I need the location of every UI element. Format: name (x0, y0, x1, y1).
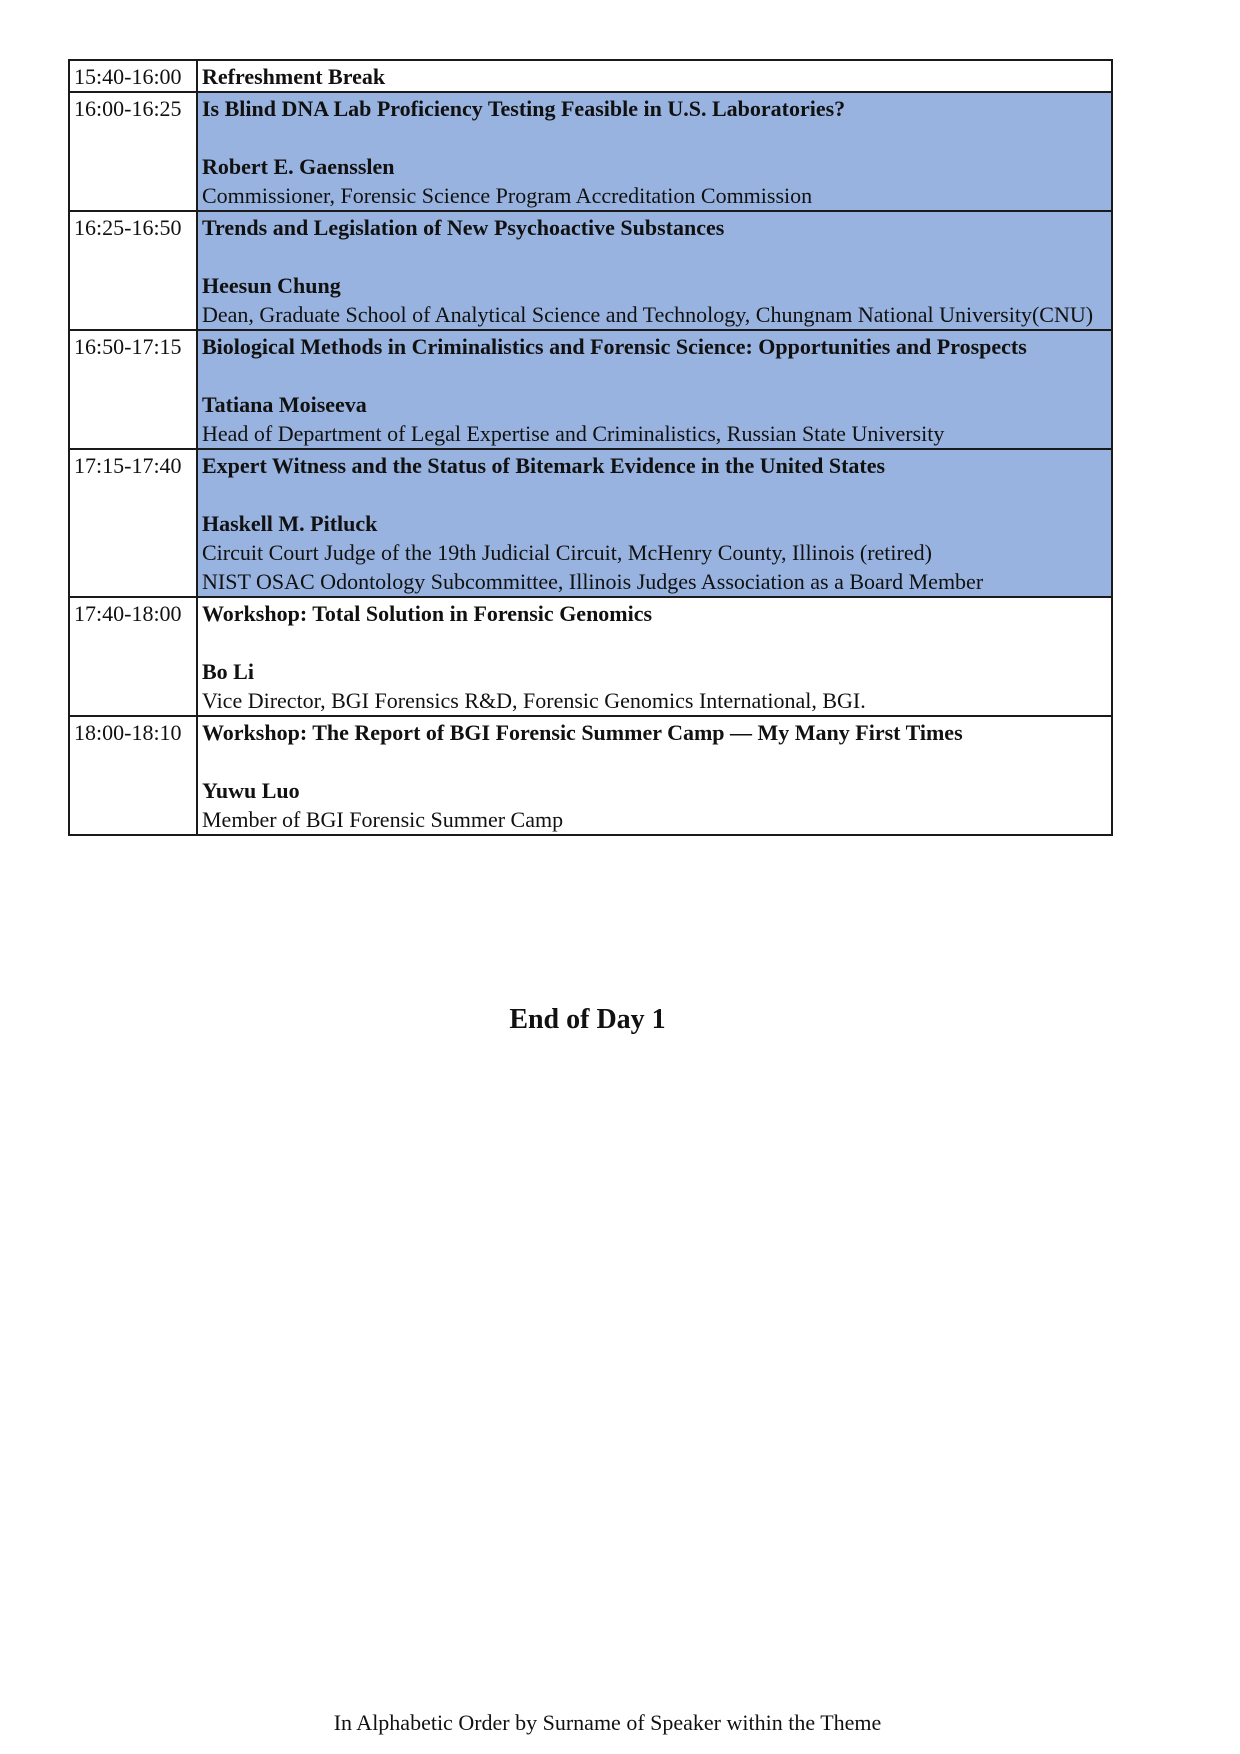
session-time: 16:50-17:15 (69, 330, 197, 449)
session-time: 18:00-18:10 (69, 716, 197, 835)
schedule-row (69, 449, 1112, 597)
session-content (197, 330, 1112, 449)
session-time: 17:15-17:40 (69, 449, 197, 597)
schedule-row (69, 597, 1112, 716)
speaker-name: Tatiana Moiseeva (202, 392, 367, 417)
speaker-affiliation: Vice Director, BGI Forensics R&D, Forensic Genomics International, BGI. (202, 688, 866, 713)
session-time: 16:25-16:50 (69, 211, 197, 330)
schedule-row (69, 92, 1112, 211)
speaker-affiliation: Dean, Graduate School of Analytical Science and Technology, Chungnam National University(CNU) (202, 302, 1094, 327)
speaker-name: Heesun Chung (202, 273, 341, 298)
session-content (197, 449, 1112, 597)
session-time: 17:40-18:00 (69, 597, 197, 716)
end-of-day-heading: End of Day 1 (509, 1004, 666, 1035)
speaker-affiliation: NIST OSAC Odontology Subcommittee, Illinois Judges Association as a Board Member (202, 569, 984, 594)
session-time: 16:00-16:25 (69, 92, 197, 211)
session-content (197, 716, 1112, 835)
schedule-table (68, 59, 1113, 836)
speaker-affiliation: Head of Department of Legal Expertise and Criminalistics, Russian State University (202, 421, 945, 446)
talk-title: Is Blind DNA Lab Proficiency Testing Feasible in U.S. Laboratories? (202, 96, 846, 121)
workshop-title: Workshop: Total Solution in Forensic Genomics (202, 601, 653, 626)
break-title: Refreshment Break (202, 64, 386, 89)
session-content (197, 211, 1112, 330)
schedule-row (69, 60, 1112, 92)
footer-note: In Alphabetic Order by Surname of Speaker within the Theme (333, 1710, 882, 1735)
schedule-row (69, 211, 1112, 330)
session-time: 15:40-16:00 (69, 60, 197, 92)
session-content (197, 597, 1112, 716)
workshop-title: Workshop: The Report of BGI Forensic Summer Camp — My Many First Times (202, 720, 963, 745)
speaker-affiliation: Member of BGI Forensic Summer Camp (202, 807, 564, 832)
speaker-affiliation: Circuit Court Judge of the 19th Judicial Circuit, McHenry County, Illinois (retired) (202, 540, 932, 565)
speaker-name: Robert E. Gaensslen (202, 154, 395, 179)
talk-title: Expert Witness and the Status of Bitemark Evidence in the United States (202, 453, 886, 478)
speaker-name: Yuwu Luo (202, 778, 300, 803)
schedule-row (69, 716, 1112, 835)
speaker-name: Haskell M. Pitluck (202, 511, 378, 536)
schedule-row (69, 330, 1112, 449)
session-content (197, 60, 1112, 92)
session-content (197, 92, 1112, 211)
talk-title: Trends and Legislation of New Psychoactive Substances (202, 215, 725, 240)
speaker-affiliation: Commissioner, Forensic Science Program Accreditation Commission (202, 183, 813, 208)
speaker-name: Bo Li (202, 659, 254, 684)
talk-title: Biological Methods in Criminalistics and Forensic Science: Opportunities and Prospects (202, 334, 1027, 359)
